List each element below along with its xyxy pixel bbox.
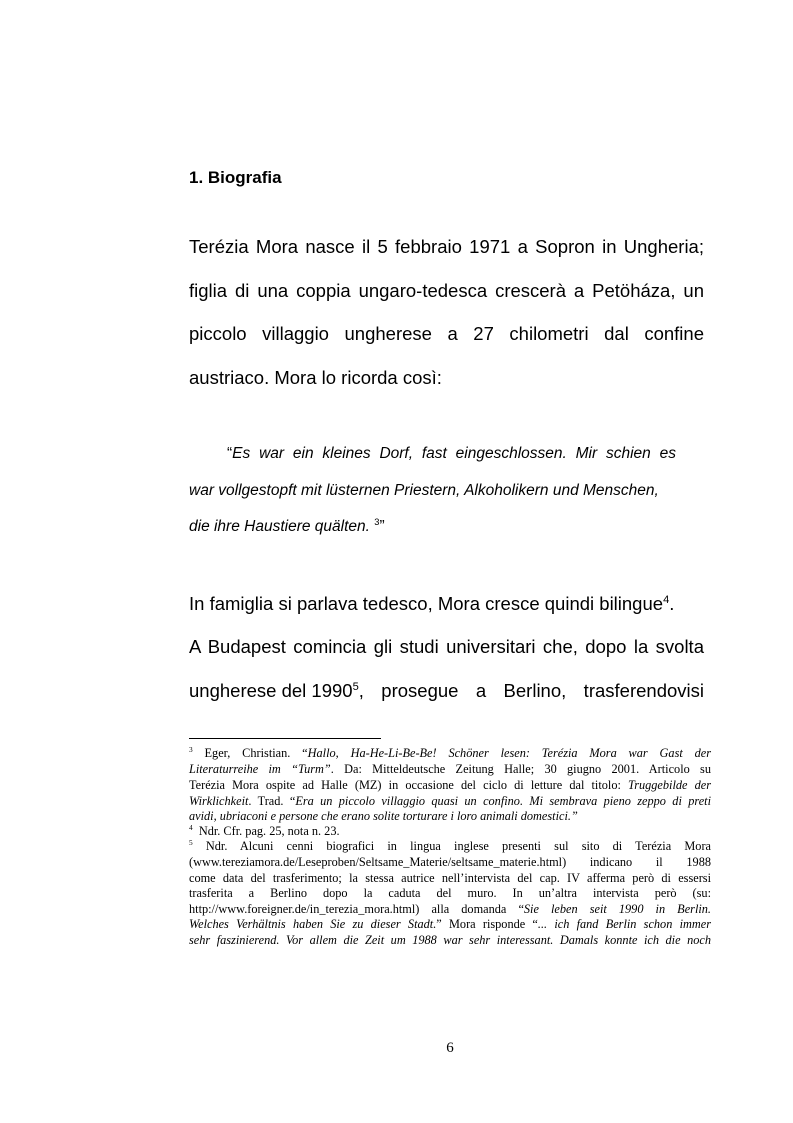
footnote-line: (www.tereziamora.de/Leseproben/Seltsame_Materie/seltsame_materie.html) indicano il 1988 bbox=[189, 855, 711, 869]
footnote-line bbox=[189, 917, 711, 932]
footnote-line bbox=[189, 933, 711, 948]
paragraph-text bbox=[189, 680, 359, 702]
footnote-line bbox=[189, 809, 711, 824]
footnote-title: Wirklichkeit bbox=[189, 794, 249, 808]
footnote-line bbox=[189, 794, 711, 809]
quote-line: war vollgestopft mit lüsternen Priestern, Alkoholikern und Menschen, bbox=[189, 482, 659, 499]
footnote-separator bbox=[189, 738, 381, 739]
paragraph-text: , prosegue a Berlino, trasferendovisi bbox=[358, 680, 704, 701]
paragraph-line: austriaco. Mora lo ricorda così: bbox=[189, 367, 442, 388]
paragraph-text: In famiglia si parlava tedesco, Mora cresce quindi bilingue bbox=[189, 593, 664, 614]
footnote-number: 3 bbox=[189, 744, 193, 754]
quote-close-mark: ” bbox=[379, 518, 385, 535]
page-number: 6 bbox=[446, 1040, 454, 1056]
footnote-quote: ... ich fand Berlin schon immer bbox=[537, 917, 711, 931]
footnote-quote: Sie leben seit 1990 in Berlin. bbox=[523, 902, 711, 916]
footnote-line bbox=[189, 902, 711, 917]
paragraph-text-part: ungherese del 1990 bbox=[189, 680, 353, 701]
paragraph-line: figlia di una coppia ungaro-tedesca crescerà a Petöháza, un bbox=[189, 280, 704, 301]
footnote-translation: avidi, ubriaconi e persone che erano solite torturare i loro animali domestici.” bbox=[189, 809, 578, 823]
paragraph-line bbox=[189, 593, 704, 615]
footnote-quote: Welches Verhältnis haben Sie zu dieser Stadt. bbox=[189, 917, 437, 931]
footnote-text: Eger, Christian. “ bbox=[192, 746, 308, 760]
paragraph-line: piccolo villaggio ungherese a 27 chilometri dal confine bbox=[189, 323, 704, 344]
footnote-quote: sehr faszinierend. Vor allem die Zeit um 1988 war sehr interessant. Damals konnte ich die noch bbox=[189, 933, 711, 947]
footnote-text: Ndr. Alcuni cenni biografici in lingua inglese presenti sul sito di Terézia Mora bbox=[192, 839, 711, 853]
footnote-text: . Da: Mitteldeutsche Zeitung Halle; 30 giugno 2001. Articolo su bbox=[330, 762, 711, 776]
footnote-line bbox=[189, 778, 711, 793]
quote-line bbox=[227, 444, 676, 464]
footnote-line bbox=[189, 824, 711, 839]
footnote-line bbox=[189, 839, 711, 854]
footnote-number: 4 bbox=[189, 822, 193, 832]
footnote-translation: Era un piccolo villaggio quasi un confino. Mi sembrava pieno zeppo di preti bbox=[295, 794, 711, 808]
footnote-line: come data del trasferimento; la stessa autrice nell’intervista del cap. IV afferma però di essersi bbox=[189, 871, 711, 885]
paragraph-line bbox=[189, 680, 704, 702]
footnote-text: http://www.foreigner.de/in_terezia_mora.html) alla domanda “ bbox=[189, 902, 524, 916]
footnote-line: trasferita a Berlino dopo la caduta del muro. In un’altra intervista però (su: bbox=[189, 886, 711, 900]
quote-line bbox=[189, 517, 676, 537]
quote-text: die ihre Haustiere quälten. bbox=[189, 518, 370, 535]
paragraph-line: A Budapest comincia gli studi universitari che, dopo la svolta bbox=[189, 636, 704, 657]
footnote-ref: 5 bbox=[352, 680, 359, 693]
footnote-line bbox=[189, 762, 711, 777]
paragraph-text: . bbox=[669, 593, 675, 614]
footnote-line bbox=[189, 746, 711, 761]
footnote-title: Hallo, Ha-He-Li-Be-Be! Schöner lesen: Terézia Mora war Gast der bbox=[307, 746, 712, 760]
footnote-text: Ndr. Cfr. pag. 25, nota n. 23. bbox=[192, 824, 340, 838]
footnote-text: Terézia Mora ospite ad Halle (MZ) in occasione del ciclo di letture dal titolo: bbox=[189, 778, 629, 792]
quote-text: Es war ein kleines Dorf, fast eingeschlossen. Mir schien es bbox=[232, 445, 676, 462]
footnote-title: Truggebilde der bbox=[628, 778, 711, 792]
footnote-text: . Trad. “ bbox=[248, 794, 296, 808]
footnote-number: 5 bbox=[189, 837, 193, 847]
section-heading: 1. Biografia bbox=[189, 168, 282, 187]
footnote-title: Literaturreihe im “Turm” bbox=[189, 762, 331, 776]
footnote-text: ” Mora risponde “ bbox=[436, 917, 538, 931]
footnote-ref: 3 bbox=[374, 516, 380, 527]
footnote-ref: 4 bbox=[663, 593, 670, 606]
paragraph-line: Terézia Mora nasce il 5 febbraio 1971 a Sopron in Ungheria; bbox=[189, 236, 704, 257]
quote-open-mark: “ bbox=[227, 445, 233, 462]
